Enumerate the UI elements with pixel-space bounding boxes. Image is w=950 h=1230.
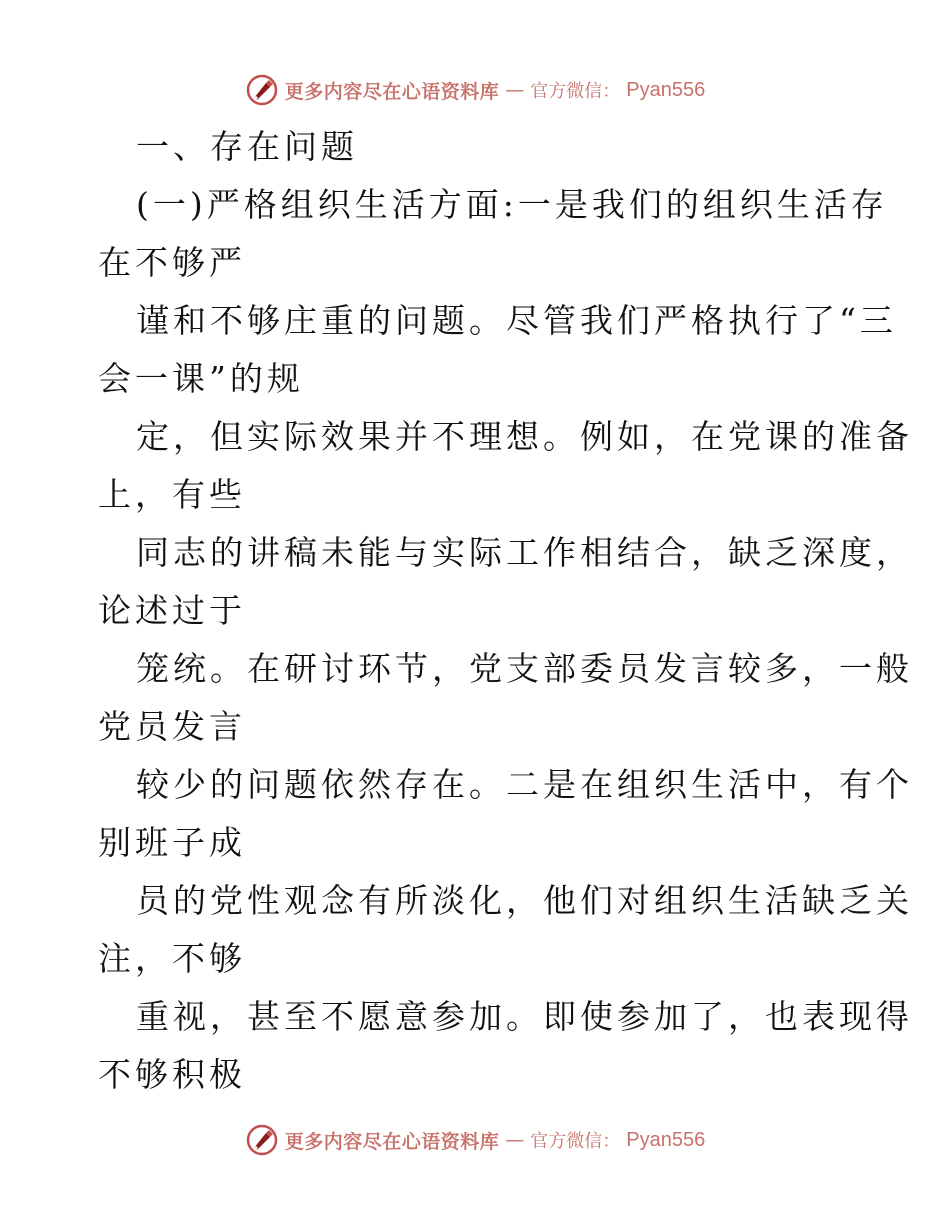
banner-promo-text: 更多内容尽在心语资料库 — [284, 80, 500, 103]
banner-promo-text: 更多内容尽在心语资料库 — [284, 1130, 500, 1153]
pen-nib-logo-icon — [245, 73, 279, 107]
pen-nib-logo-icon — [245, 1123, 279, 1157]
text-line: 不够积极 — [98, 1055, 246, 1094]
text-line: 同志的讲稿未能与实际工作相结合，缺乏深度， — [136, 533, 913, 572]
text-line: 上，有些 — [98, 475, 246, 514]
banner-separator: — — [505, 79, 525, 101]
banner-wechat-id: Pyan556 — [626, 78, 706, 101]
text-line: 员的党性观念有所淡化，他们对组织生活缺乏关 — [136, 881, 913, 920]
text-line: 较少的问题依然存在。二是在组织生活中，有个 — [136, 765, 913, 804]
section-heading: 一、存在问题 — [136, 127, 358, 166]
banner-separator: — — [505, 1129, 525, 1151]
text-line: 在不够严 — [98, 243, 246, 282]
text-line: 重视，甚至不愿意参加。即使参加了，也表现得 — [136, 997, 913, 1036]
text-line: (一)严格组织生活方面:一是我们的组织生活存 — [136, 185, 888, 224]
text-line: 注，不够 — [98, 939, 246, 978]
text-line: 笼统。在研讨环节，党支部委员发言较多，一般 — [136, 649, 913, 688]
paragraph-lines — [98, 176, 913, 1104]
banner-wechat-label: 官方微信： — [530, 81, 621, 102]
document-body — [98, 118, 913, 1104]
banner-wechat-id: Pyan556 — [626, 1128, 706, 1151]
text-line: 党员发言 — [98, 707, 246, 746]
header-banner — [0, 70, 950, 110]
footer-banner — [0, 1120, 950, 1160]
text-line: 会一课”的规 — [98, 359, 304, 398]
text-line: 别班子成 — [98, 823, 246, 862]
text-line: 定，但实际效果并不理想。例如，在党课的准备 — [136, 417, 913, 456]
text-line: 谨和不够庄重的问题。尽管我们严格执行了“三 — [136, 301, 897, 340]
text-line: 论述过于 — [98, 591, 246, 630]
banner-wechat-label: 官方微信： — [530, 1131, 621, 1152]
